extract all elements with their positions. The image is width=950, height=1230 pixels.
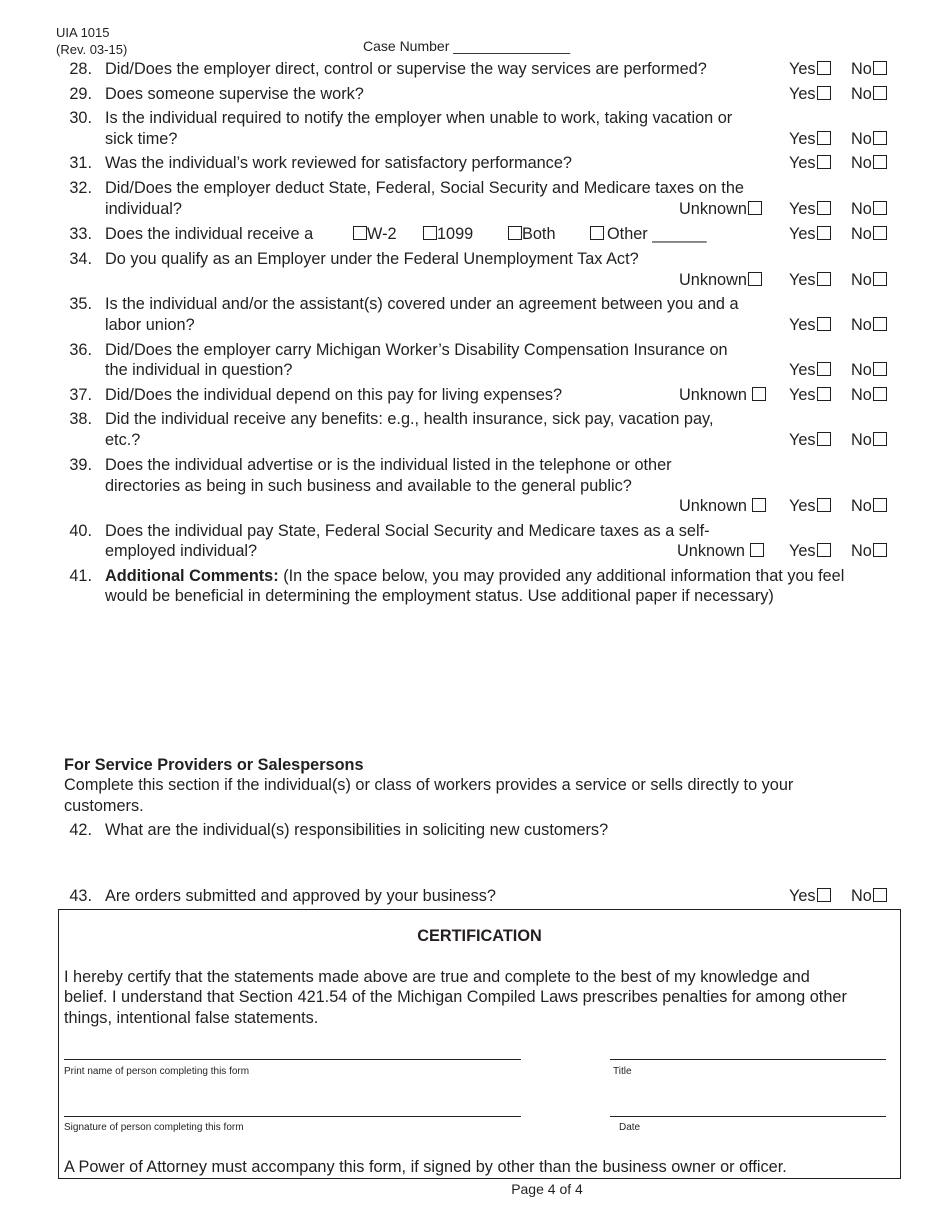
question-text: Do you qualify as an Employer under the Federal Unemployment Tax Act? [105,250,639,268]
both-checkbox[interactable] [508,226,522,240]
yes-option[interactable] [789,270,831,290]
unknown-label: Unknown [679,271,747,289]
no-label: No [851,130,872,148]
question-text-cont: labor union? [105,316,195,334]
question-number: 33. [69,225,92,243]
no-option[interactable] [851,315,887,335]
yes-checkbox[interactable] [817,498,831,512]
no-label: No [851,200,872,218]
case-number-label: Case Number _______________ [363,38,571,54]
question-text: Does the individual advertise or is the individual listed in the telephone or other [105,456,672,474]
no-label: No [851,60,872,78]
unknown-checkbox[interactable] [748,272,762,286]
yes-checkbox[interactable] [817,272,831,286]
no-checkbox[interactable] [873,888,887,902]
section-intro-cont: customers. [64,797,144,815]
certification-text: belief. I understand that Section 421.54 of the Michigan Compiled Laws prescribes penalties for among other [64,988,847,1006]
no-option[interactable] [851,385,887,405]
no-label: No [851,887,872,905]
yes-option[interactable] [789,59,831,79]
date-line[interactable] [610,1116,886,1117]
unknown-option[interactable] [679,496,766,516]
question-number: 29. [69,85,92,103]
yes-checkbox[interactable] [817,543,831,557]
yes-checkbox[interactable] [817,86,831,100]
yes-label: Yes [789,361,816,379]
yes-option[interactable] [789,153,831,173]
yes-checkbox[interactable] [817,61,831,75]
yes-option[interactable] [789,224,831,244]
question-text-cont: individual? [105,200,182,218]
question-text: Did/Does the individual depend on this pay for living expenses? [105,386,563,404]
question-number: 38. [69,410,92,428]
unknown-label: Unknown [679,497,747,515]
question-text-cont: directories as being in such business and available to the general public? [105,477,632,495]
page-number: Page 4 of 4 [511,1181,583,1197]
yes-checkbox[interactable] [817,362,831,376]
no-option[interactable] [851,199,887,219]
unknown-checkbox[interactable] [750,543,764,557]
no-checkbox[interactable] [873,131,887,145]
yes-checkbox[interactable] [817,888,831,902]
no-checkbox[interactable] [873,226,887,240]
yes-label: Yes [789,154,816,172]
unknown-option[interactable] [679,270,762,290]
unknown-checkbox[interactable] [752,387,766,401]
certification-text: things, intentional false statements. [64,1009,319,1027]
no-option[interactable] [851,153,887,173]
no-label: No [851,386,872,404]
no-option[interactable] [851,84,887,104]
no-checkbox[interactable] [873,362,887,376]
unknown-label: Unknown [679,200,747,218]
question-text-cont: employed individual? [105,542,258,560]
yes-option[interactable] [789,496,831,516]
question-number: 30. [69,109,92,127]
yes-option[interactable] [789,886,831,906]
yes-option[interactable] [789,385,831,405]
print-name-label: Print name of person completing this form [64,1066,250,1077]
no-checkbox[interactable] [873,543,887,557]
yes-checkbox[interactable] [817,387,831,401]
form-id: UIA 1015 [56,25,110,40]
certification-title: CERTIFICATION [417,927,542,945]
w2-checkbox[interactable] [353,226,367,240]
no-option[interactable] [851,129,887,149]
question-number: 39. [69,456,92,474]
yes-label: Yes [789,431,816,449]
no-label: No [851,431,872,449]
question-text: Does someone supervise the work? [105,85,364,103]
no-option[interactable] [851,496,887,516]
yes-option[interactable] [789,199,831,219]
certification-text: I hereby certify that the statements made above are true and complete to the best of my knowledge and [64,968,810,986]
additional-comments-text-cont: would be beneficial in determining the employment status. Use additional paper if necessary) [105,587,774,605]
other-checkbox[interactable] [590,226,604,240]
other-option[interactable] [589,224,707,244]
yes-checkbox[interactable] [817,155,831,169]
yes-option[interactable] [789,84,831,104]
no-label: No [851,271,872,289]
yes-label: Yes [789,497,816,515]
question-text-cont: sick time? [105,130,178,148]
w2-option[interactable] [352,224,397,244]
no-checkbox[interactable] [873,155,887,169]
no-label: No [851,497,872,515]
question-text: Was the individual’s work reviewed for satisfactory performance? [105,154,572,172]
certification-box [58,909,901,1179]
no-option[interactable] [851,430,887,450]
yes-label: Yes [789,60,816,78]
question-text: Does the individual pay State, Federal Social Security and Medicare taxes as a self- [105,522,710,540]
section-title: For Service Providers or Salespersons [64,756,364,774]
question-text-cont: etc.? [105,431,141,449]
date-label: Date [619,1122,641,1133]
yes-label: Yes [789,887,816,905]
question-number: 41. [69,567,92,585]
yes-option[interactable] [789,129,831,149]
unknown-checkbox[interactable] [752,498,766,512]
yes-label: Yes [789,200,816,218]
no-checkbox[interactable] [873,387,887,401]
yes-label: Yes [789,542,816,560]
no-option[interactable] [851,270,887,290]
question-number: 36. [69,341,92,359]
both-label: Both [522,225,556,243]
no-checkbox[interactable] [873,272,887,286]
yes-label: Yes [789,316,816,334]
1099-label: 1099 [437,225,474,243]
yes-checkbox[interactable] [817,317,831,331]
yes-label: Yes [789,225,816,243]
additional-comments-label: Additional Comments: [105,567,279,585]
unknown-option[interactable] [679,199,762,219]
yes-label: Yes [789,386,816,404]
signature-line[interactable] [64,1116,521,1117]
no-label: No [851,225,872,243]
no-label: No [851,542,872,560]
no-option[interactable] [851,886,887,906]
form-revision: (Rev. 03-15) [56,42,128,57]
question-text: Is the individual and/or the assistant(s) covered under an agreement between you and a [105,295,739,313]
no-checkbox[interactable] [873,498,887,512]
no-option[interactable] [851,59,887,79]
no-option[interactable] [851,360,887,380]
no-checkbox[interactable] [873,432,887,446]
unknown-label: Unknown [679,386,747,404]
no-label: No [851,361,872,379]
yes-label: Yes [789,130,816,148]
question-text: Does the individual receive a [105,225,314,243]
no-option[interactable] [851,541,887,561]
question-text: Did/Does the employer carry Michigan Worker’s Disability Compensation Insurance on [105,341,728,359]
unknown-checkbox[interactable] [748,201,762,215]
yes-label: Yes [789,85,816,103]
no-checkbox[interactable] [873,86,887,100]
question-text: What are the individual(s) responsibilities in soliciting new customers? [105,821,609,839]
question-text: Did/Does the employer deduct State, Federal, Social Security and Medicare taxes on the [105,179,744,197]
unknown-option[interactable] [679,385,766,405]
unknown-option[interactable] [677,541,764,561]
no-label: No [851,85,872,103]
question-number: 40. [69,522,92,540]
yes-option[interactable] [789,360,831,380]
print-name-line[interactable] [64,1059,521,1060]
yes-checkbox[interactable] [817,226,831,240]
yes-checkbox[interactable] [817,201,831,215]
question-number: 37. [69,386,92,404]
question-number: 35. [69,295,92,313]
yes-checkbox[interactable] [817,432,831,446]
question-text: Is the individual required to notify the employer when unable to work, taking vacation or [105,109,733,127]
question-text: Are orders submitted and approved by your business? [105,887,496,905]
1099-option[interactable] [422,224,473,244]
question-number: 31. [69,154,92,172]
other-label: Other ______ [607,225,707,243]
yes-checkbox[interactable] [817,131,831,145]
power-of-attorney-note: A Power of Attorney must accompany this form, if signed by other than the business owner or officer. [64,1158,787,1176]
no-checkbox[interactable] [873,201,887,215]
no-checkbox[interactable] [873,317,887,331]
1099-checkbox[interactable] [423,226,437,240]
q42-answer-area[interactable] [104,842,894,884]
question-text-cont: the individual in question? [105,361,293,379]
section-intro: Complete this section if the individual(s) or class of workers provides a service or sells directly to your [64,776,794,794]
both-option[interactable] [507,224,556,244]
question-number: 42. [69,821,92,839]
unknown-label: Unknown [677,542,745,560]
yes-label: Yes [789,271,816,289]
yes-option[interactable] [789,541,831,561]
no-label: No [851,316,872,334]
w2-label: W-2 [367,225,397,243]
additional-comments-prompt [105,566,844,586]
signature-label: Signature of person completing this form [64,1122,244,1133]
question-number: 28. [69,60,92,78]
title-label: Title [613,1066,632,1077]
additional-comments-text: (In the space below, you may provided any additional information that you feel [283,567,845,585]
no-checkbox[interactable] [873,61,887,75]
additional-comments-area[interactable] [104,612,894,747]
no-label: No [851,154,872,172]
yes-option[interactable] [789,430,831,450]
question-number: 43. [69,887,92,905]
question-number: 34. [69,250,92,268]
title-line[interactable] [610,1059,886,1060]
question-text: Did/Does the employer direct, control or supervise the way services are performed? [105,60,707,78]
question-number: 32. [69,179,92,197]
no-option[interactable] [851,224,887,244]
yes-option[interactable] [789,315,831,335]
question-text: Did the individual receive any benefits: e.g., health insurance, sick pay, vacation pay, [105,410,714,428]
